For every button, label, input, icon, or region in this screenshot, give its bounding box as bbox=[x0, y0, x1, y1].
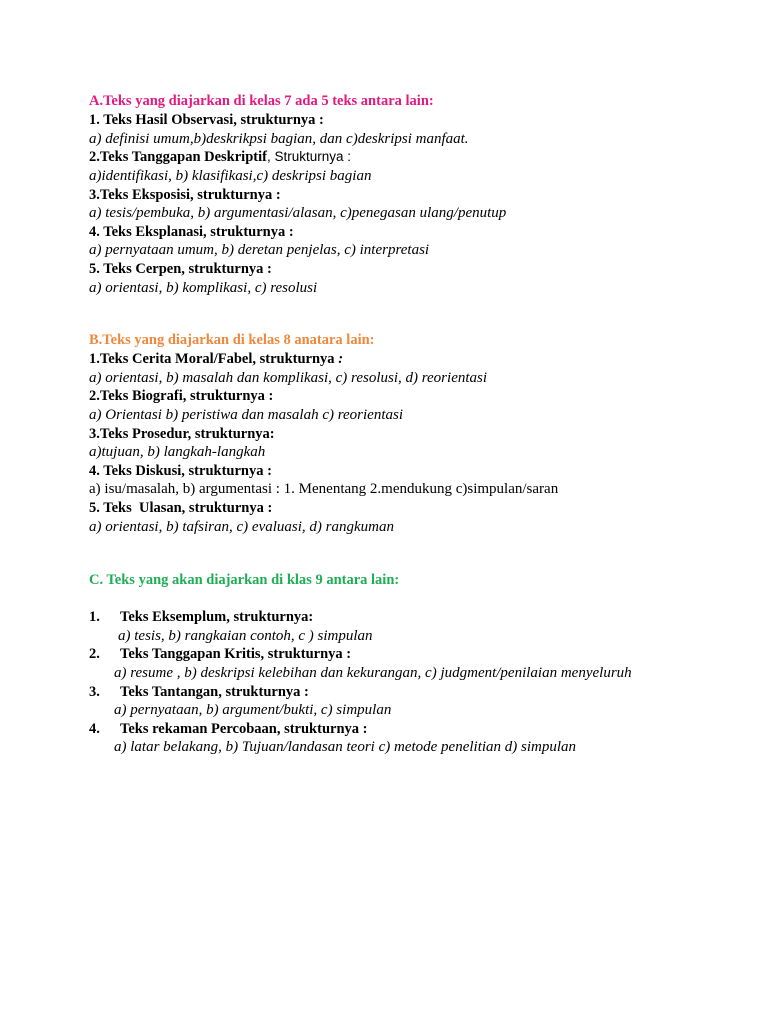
item-title: 5. Teks Cerpen, strukturnya : bbox=[89, 261, 272, 278]
item-structure: a) resume , b) deskripsi kelebihan dan kekurangan, c) judgment/penilaian menyeluruh bbox=[114, 664, 632, 681]
item-structure: a) pernyataan, b) argument/bukti, c) simpulan bbox=[114, 702, 392, 719]
item-structure: a) isu/masalah, b) argumentasi : 1. Menentang 2.mendukung c)simpulan/saran bbox=[89, 481, 559, 498]
section-heading-a: A.Teks yang diajarkan di kelas 7 ada 5 teks antara lain: bbox=[89, 93, 434, 109]
numbered-list bbox=[89, 608, 749, 757]
item-title: 5. Teks Ulasan, strukturnya : bbox=[89, 500, 273, 517]
item-structure: a) latar belakang, b) Tujuan/landasan teori c) metode penelitian d) simpulan bbox=[114, 739, 577, 756]
item-title: 1. Teks Hasil Observasi, strukturnya : bbox=[89, 112, 324, 128]
list-item bbox=[89, 720, 749, 757]
section-kelas-7 bbox=[89, 92, 749, 297]
item-structure: a) orientasi, b) tafsiran, c) evaluasi, d) rangkuman bbox=[89, 518, 394, 535]
list-item bbox=[89, 608, 749, 645]
list-number: 2. bbox=[89, 646, 100, 663]
item-structure: a) orientasi, b) masalah dan komplikasi, c) resolusi, d) reorientasi bbox=[89, 369, 488, 386]
item-title: 2.Teks Tanggapan Deskriptif, Strukturnya : bbox=[89, 149, 352, 166]
list-item bbox=[89, 645, 749, 682]
item-structure: a) definisi umum,b)deskrikpsi bagian, dan c)deskripsi manfaat. bbox=[89, 130, 469, 147]
section-heading-c: C. Teks yang akan diajarkan di klas 9 antara lain: bbox=[89, 572, 400, 588]
item-structure: a) orientasi, b) komplikasi, c) resolusi bbox=[89, 279, 318, 296]
item-title: 4. Teks Diskusi, strukturnya : bbox=[89, 462, 272, 479]
item-structure: a)tujuan, b) langkah-langkah bbox=[89, 444, 266, 461]
item-title: Teks Tanggapan Kritis, strukturnya : bbox=[120, 646, 352, 663]
section-kelas-8 bbox=[89, 331, 749, 536]
item-structure: a) Orientasi b) peristiwa dan masalah c) reorientasi bbox=[89, 406, 404, 423]
section-heading-b: B.Teks yang diajarkan di kelas 8 anatara lain: bbox=[89, 332, 375, 348]
list-number: 3. bbox=[89, 683, 100, 700]
list-item bbox=[89, 683, 749, 720]
item-title: Teks rekaman Percobaan, strukturnya : bbox=[120, 720, 368, 737]
item-title: Teks Tantangan, strukturnya : bbox=[120, 683, 309, 700]
item-title: Teks Eksemplum, strukturnya: bbox=[120, 609, 314, 625]
item-title: 2.Teks Biografi, strukturnya : bbox=[89, 388, 274, 405]
list-number: 1. bbox=[89, 609, 100, 625]
item-structure: a) pernyataan umum, b) deretan penjelas, c) interpretasi bbox=[89, 242, 430, 259]
item-structure: a) tesis/pembuka, b) argumentasi/alasan, c)penegasan ulang/penutup bbox=[89, 205, 507, 222]
item-title: 3.Teks Eksposisi, strukturnya : bbox=[89, 186, 281, 203]
section-kelas-9 bbox=[89, 571, 749, 757]
item-title: 1.Teks Cerita Moral/Fabel, strukturnya : bbox=[89, 351, 344, 367]
item-title: 4. Teks Eksplanasi, strukturnya : bbox=[89, 223, 294, 240]
item-structure: a)identifikasi, b) klasifikasi,c) deskripsi bagian bbox=[89, 167, 372, 184]
item-structure: a) tesis, b) rangkaian contoh, c ) simpulan bbox=[118, 627, 373, 644]
item-title: 3.Teks Prosedur, strukturnya: bbox=[89, 425, 275, 442]
list-number: 4. bbox=[89, 720, 100, 737]
